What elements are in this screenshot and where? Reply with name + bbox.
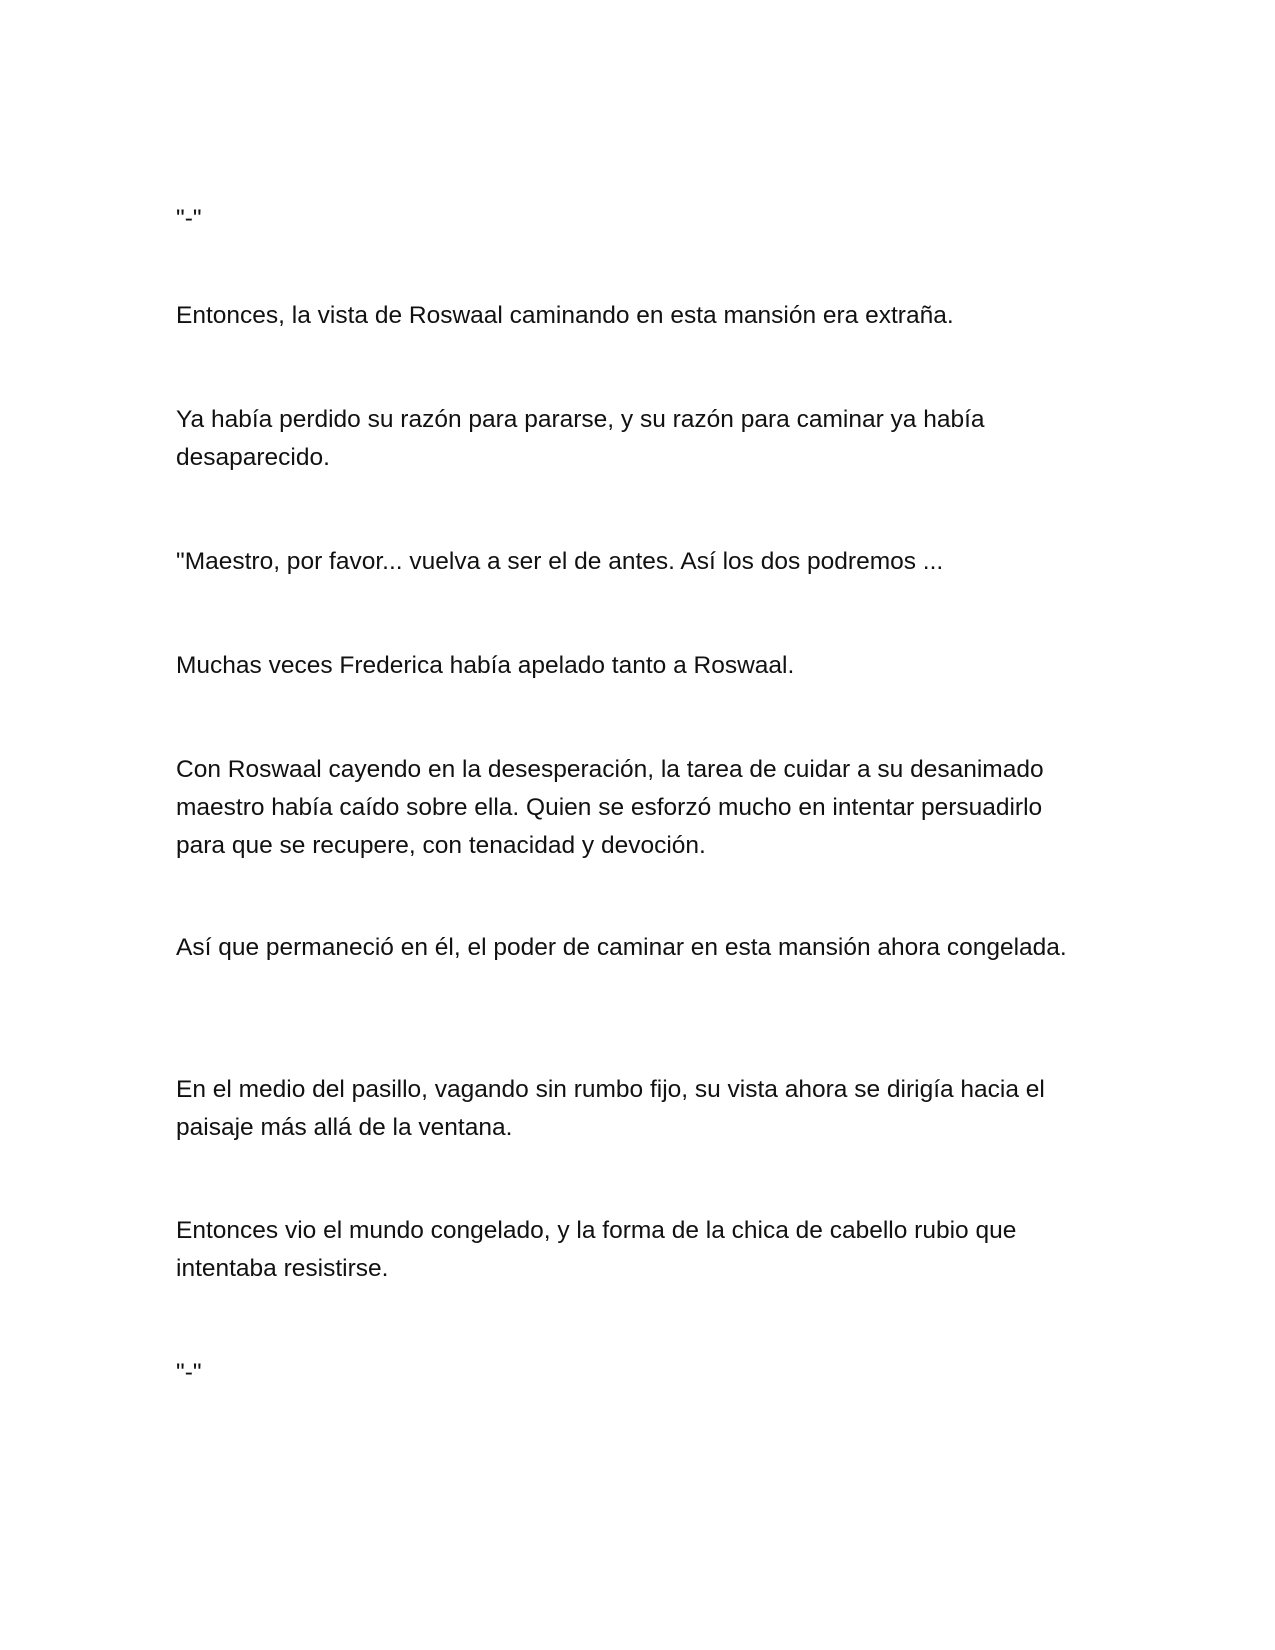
paragraph-5: Con Roswaal cayendo en la desesperación, la tarea de cuidar a su desanimado maestro había caído sobre ella. Quien se esforzó mucho en intentar persuadirlo para que se recupere, con tenacidad y devoción. — [176, 756, 1044, 859]
paragraph-2: Ya había perdido su razón para pararse, y su razón para caminar ya había desaparecido. — [176, 406, 985, 471]
paragraph-8: Entonces vio el mundo congelado, y la forma de la chica de cabello rubio que intentaba resistirse. — [176, 1217, 1017, 1282]
paragraph-dash-close: "-" — [176, 1359, 202, 1386]
paragraph-6: Así que permaneció en él, el poder de caminar en esta mansión ahora congelada. — [176, 934, 1067, 961]
paragraph-3: "Maestro, por favor... vuelva a ser el de antes. Así los dos podremos ... — [176, 548, 944, 575]
paragraph-1: Entonces, la vista de Roswaal caminando en esta mansión era extraña. — [176, 302, 954, 329]
paragraph-7: En el medio del pasillo, vagando sin rumbo fijo, su vista ahora se dirigía hacia el paisaje más allá de la ventana. — [176, 1076, 1045, 1141]
paragraph-dash-open: "-" — [176, 205, 202, 232]
paragraph-4: Muchas veces Frederica había apelado tanto a Roswaal. — [176, 652, 795, 679]
